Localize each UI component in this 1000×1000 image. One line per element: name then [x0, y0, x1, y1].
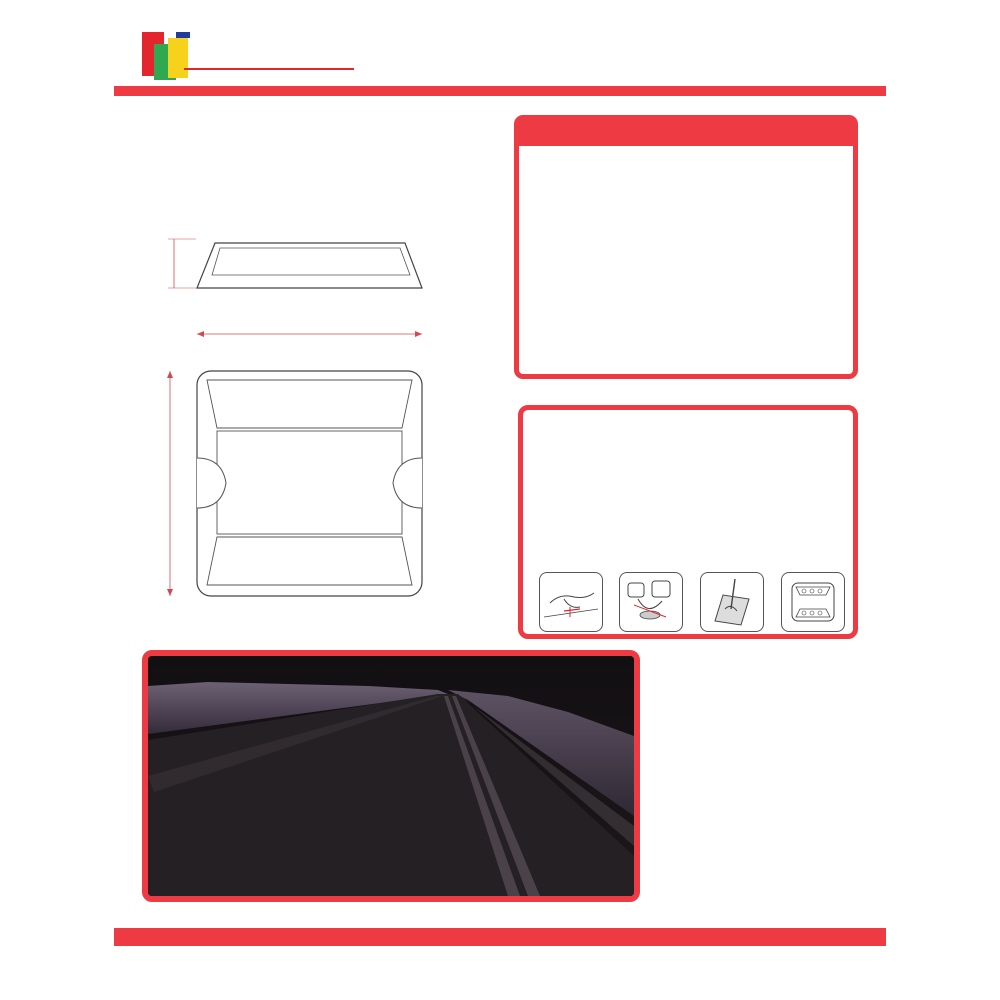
technical-drawing — [160, 228, 440, 618]
step-finished-marker-icon — [781, 572, 845, 632]
header-divider — [114, 86, 886, 96]
installation-panel — [518, 405, 858, 639]
step-mark-surface-icon — [539, 572, 603, 632]
superscript-2 — [526, 171, 846, 175]
step-apply-epoxy-icon — [619, 572, 683, 632]
brand-logo — [142, 28, 362, 84]
note-body — [660, 702, 868, 708]
measurements-heading — [519, 120, 853, 146]
step-place-marker-icon — [700, 572, 764, 632]
measurements-body — [526, 163, 846, 175]
road-photo — [142, 650, 640, 902]
footer-divider — [114, 928, 886, 946]
side-view-outline — [197, 243, 422, 288]
top-view-outline — [197, 371, 422, 596]
measurements-panel — [514, 115, 858, 379]
